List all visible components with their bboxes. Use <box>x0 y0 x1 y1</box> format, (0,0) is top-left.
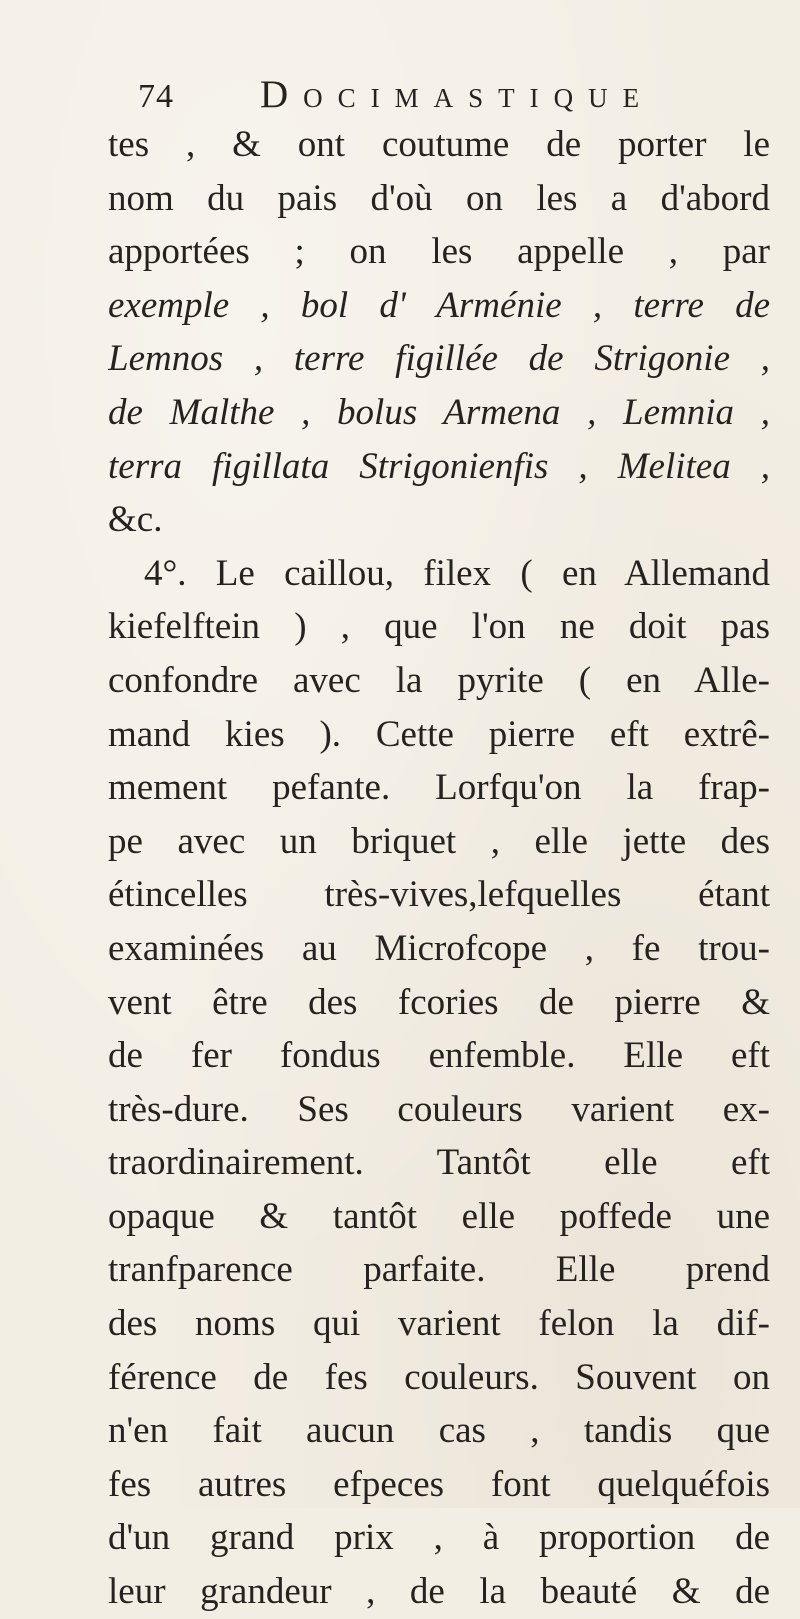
text-line: nom du pais d'où on les a d'abord <box>108 177 770 219</box>
text-line: n'en fait aucun cas , tandis que <box>108 1410 770 1452</box>
text-line: 4°. Le caillou, filex ( en Allemand <box>144 552 770 594</box>
page-header <box>138 72 698 120</box>
text-line: examinées au Microfcope , fe trou- <box>108 927 770 969</box>
text-line: fes autres efpeces font quelquéfois <box>108 1463 770 1505</box>
text-line: vent être des fcories de pierre & <box>108 981 770 1023</box>
text-line: &c. <box>108 499 163 541</box>
text-line: férence de fes couleurs. Souvent on <box>108 1356 770 1398</box>
running-title: Docimastique <box>260 73 655 116</box>
text-line: traordinairement. Tantôt elle eft <box>108 1142 770 1184</box>
text-line: exemple , bol d' Arménie , terre de <box>108 284 770 326</box>
text-line: très-dure. Ses couleurs varient ex- <box>108 1088 770 1130</box>
text-line: mement pefante. Lorfqu'on la frap- <box>108 767 770 809</box>
text-line: de fer fondus enfemble. Elle eft <box>108 1035 770 1077</box>
text-line: Lemnos , terre figillée de Strigonie , <box>108 338 770 380</box>
text-line: d'un grand prix , à proportion de <box>108 1517 770 1559</box>
text-line: étincelles très-vives,lefquelles étant <box>108 874 770 916</box>
text-line: tes , & ont coutume de porter le <box>108 124 770 165</box>
text-line: pe avec un briquet , elle jette des <box>108 820 770 862</box>
text-line: kiefelftein ) , que l'on ne doit pas <box>108 606 770 648</box>
page-number: 74 <box>138 78 174 115</box>
text-line: terra figillata Strigonienfis , Melitea , <box>108 445 770 487</box>
text-line: mand kies ). Cette pierre eft extrê- <box>108 713 770 755</box>
text-line: leur grandeur , de la beauté & de <box>108 1571 770 1613</box>
text-line: des noms qui varient felon la dif- <box>108 1303 770 1345</box>
text-line: confondre avec la pyrite ( en Alle- <box>108 659 770 701</box>
text-line: apportées ; on les appelle , par <box>108 231 770 273</box>
text-line: de Malthe , bolus Armena , Lemnia , <box>108 391 770 433</box>
body-text <box>108 118 770 1619</box>
text-line: tranfparence parfaite. Elle prend <box>108 1249 770 1291</box>
text-line: opaque & tantôt elle poffede une <box>108 1195 770 1237</box>
